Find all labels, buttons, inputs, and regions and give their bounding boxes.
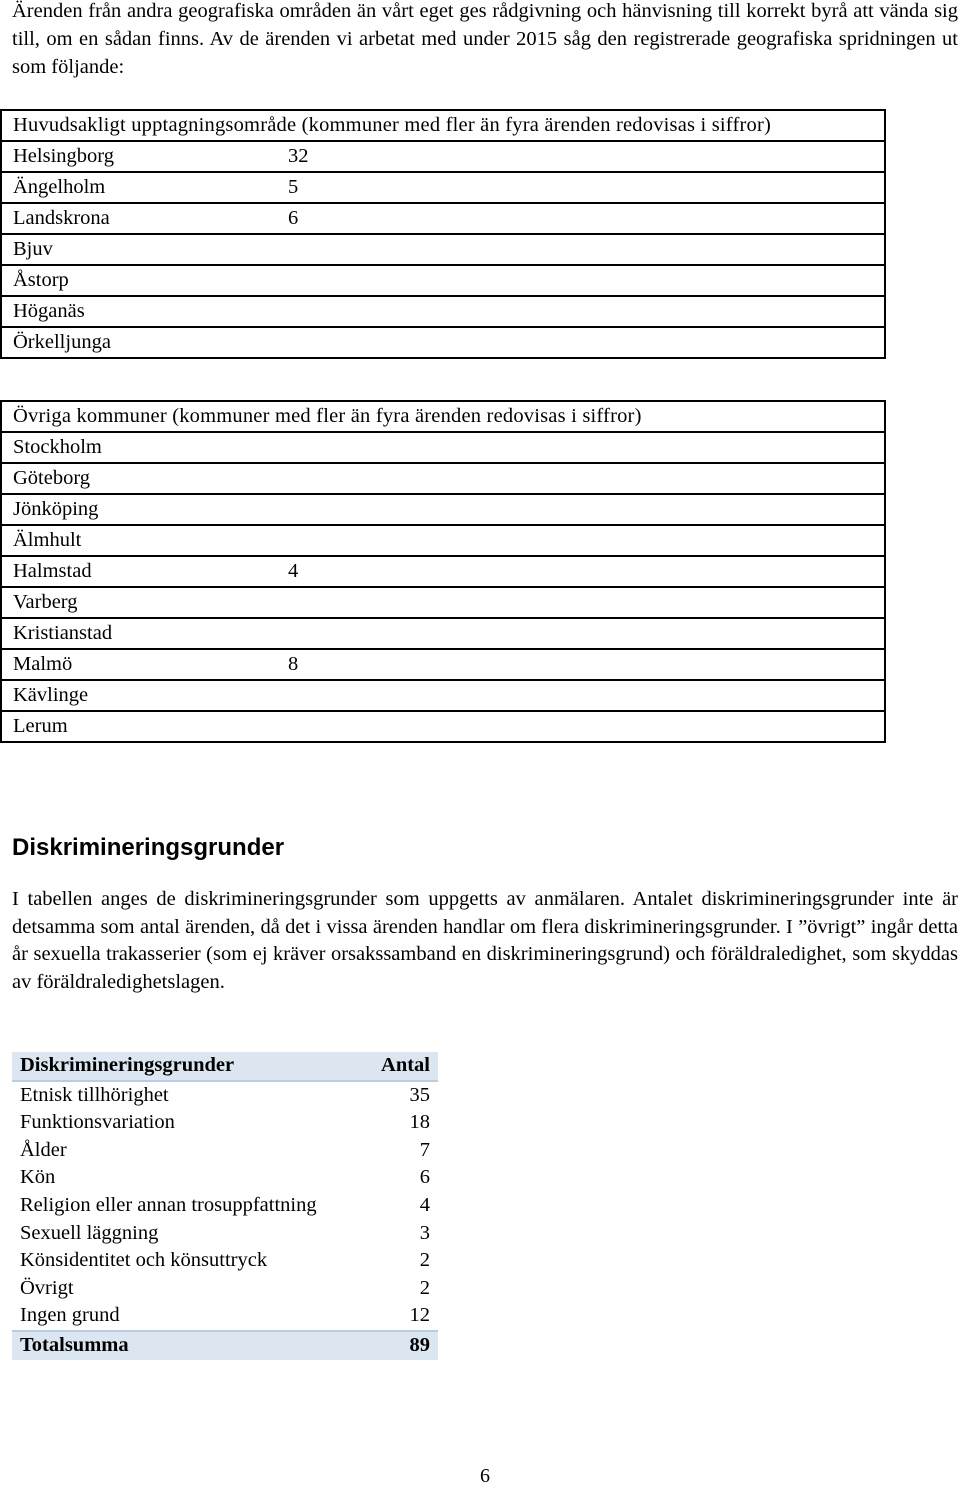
column-header-value: Antal <box>365 1052 438 1081</box>
ground-count: 2 <box>419 1276 430 1299</box>
table-row <box>1 711 885 742</box>
main-area-table <box>0 109 886 359</box>
table-row <box>12 1137 438 1165</box>
section-heading: Diskrimineringsgrunder <box>12 834 285 861</box>
other-area-table <box>0 400 886 743</box>
case-count: 4 <box>288 560 299 582</box>
table-row <box>1 494 885 525</box>
municipality-name: Göteborg <box>13 467 91 489</box>
ground-label: Funktionsvariation <box>20 1111 175 1134</box>
table-row <box>1 556 885 587</box>
grounds-table <box>12 1052 438 1360</box>
table-row <box>1 172 885 203</box>
table-row <box>1 203 885 234</box>
table-row <box>1 141 885 172</box>
municipality-name: Örkelljunga <box>13 331 111 353</box>
main-area-header-row <box>1 110 885 141</box>
table-row <box>1 618 885 649</box>
page-number: 6 <box>480 1465 490 1487</box>
table-row <box>12 1220 438 1248</box>
ground-count: 7 <box>419 1138 430 1161</box>
ground-count: 4 <box>419 1193 430 1216</box>
ground-count: 12 <box>409 1304 430 1327</box>
other-area-header: Övriga kommuner (kommuner med fler än fyra ärenden redovisas i siffror) <box>1 401 885 432</box>
case-count: 32 <box>288 145 309 167</box>
grounds-table-total <box>12 1331 438 1360</box>
ground-label: Ingen grund <box>20 1304 120 1327</box>
table-row <box>1 587 885 618</box>
municipality-name: Varberg <box>13 591 78 613</box>
table-row <box>1 296 885 327</box>
table-row <box>12 1247 438 1275</box>
ground-count: 3 <box>419 1221 430 1244</box>
municipality-name: Älmhult <box>13 529 82 551</box>
column-header-label: Diskrimineringsgrunder <box>12 1052 365 1081</box>
case-count: 6 <box>288 207 299 229</box>
municipality-name: Lerum <box>13 715 68 737</box>
municipality-name: Jönköping <box>13 498 99 520</box>
municipality-name: Höganäs <box>13 300 85 322</box>
ground-count: 18 <box>409 1111 430 1134</box>
table-row <box>1 463 885 494</box>
municipality-name: Åstorp <box>13 269 69 291</box>
section-paragraph: I tabellen anges de diskrimineringsgrunder som uppgetts av anmälaren. Antalet diskrimineringsgrunder inte är detsamma som antal ärenden, då det i vissa ärenden handlar om flera diskrimineringsgrunder. I ”övrigt” ingår detta år sexuella trakasserier (som ej kräver orsakssamband en diskrimineringsgrund) och föräldraledighet, som skyddas av föräldraledighetslagen. <box>12 888 958 993</box>
municipality-name: Helsingborg <box>13 145 114 167</box>
table-row <box>1 432 885 463</box>
municipality-name: Malmö <box>13 653 73 675</box>
table-row <box>1 680 885 711</box>
table-row <box>1 265 885 296</box>
case-count: 5 <box>288 176 299 198</box>
grounds-table-header <box>12 1052 438 1081</box>
table-row <box>12 1275 438 1303</box>
ground-count: 35 <box>409 1083 430 1106</box>
table-row <box>1 234 885 265</box>
other-area-header-row <box>1 401 885 432</box>
ground-label: Sexuell läggning <box>20 1221 159 1244</box>
ground-label: Etnisk tillhörighet <box>20 1083 169 1106</box>
ground-label: Religion eller annan trosuppfattning <box>20 1193 317 1216</box>
ground-label: Övrigt <box>20 1276 74 1299</box>
ground-count: 2 <box>419 1249 430 1272</box>
municipality-name: Kristianstad <box>13 622 113 644</box>
table-row <box>12 1081 438 1110</box>
intro-paragraph: Ärenden från andra geografiska områden än vårt eget ges rådgivning och hänvisning till korrekt byrå att vända sig till, om en sådan finns. Av de ärenden vi arbetat med under 2015 såg den registrerade geografiska spridningen ut som följande: <box>12 0 958 78</box>
municipality-name: Landskrona <box>13 207 110 229</box>
table-row <box>1 327 885 358</box>
table-row <box>12 1164 438 1192</box>
main-area-header: Huvudsakligt upptagningsområde (kommuner med fler än fyra ärenden redovisas i siffror) <box>1 110 885 141</box>
table-row <box>1 525 885 556</box>
municipality-name: Kävlinge <box>13 684 89 706</box>
table-row <box>1 649 885 680</box>
municipality-name: Halmstad <box>13 560 92 582</box>
table-row <box>12 1302 438 1331</box>
municipality-name: Ängelholm <box>13 176 106 198</box>
ground-count: 6 <box>419 1166 430 1189</box>
ground-label: Kön <box>20 1166 56 1189</box>
case-count: 8 <box>288 653 299 675</box>
table-row <box>12 1109 438 1137</box>
table-row <box>12 1192 438 1220</box>
municipality-name: Stockholm <box>13 436 102 458</box>
municipality-name: Bjuv <box>13 238 53 260</box>
total-value: 89 <box>365 1331 438 1360</box>
ground-label: Könsidentitet och könsuttryck <box>20 1249 268 1272</box>
ground-label: Ålder <box>20 1138 67 1161</box>
total-label: Totalsumma <box>12 1331 365 1360</box>
